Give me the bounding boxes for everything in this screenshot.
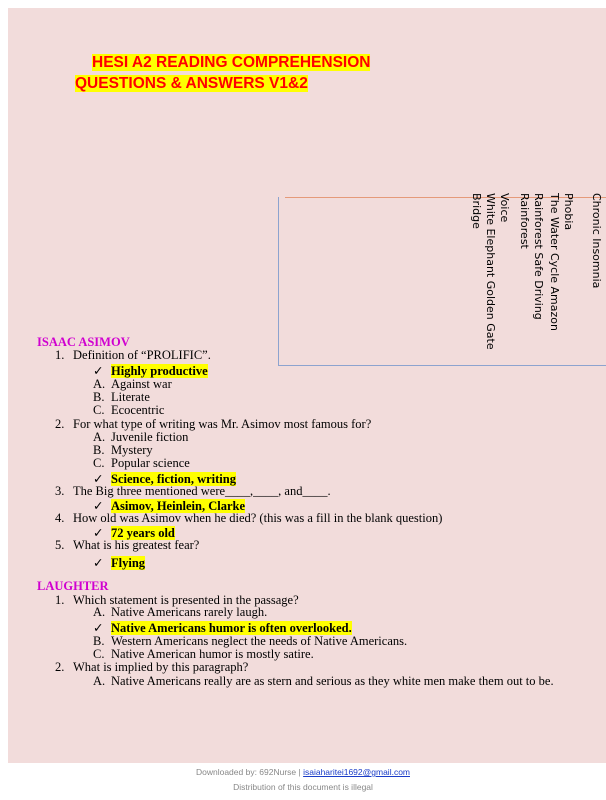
- option-text: Native American humor is mostly satire.: [111, 647, 314, 661]
- option-letter: C.: [93, 456, 105, 470]
- title-line-2: QUESTIONS & ANSWERS V1&2: [75, 75, 308, 92]
- option-text: Literate: [111, 390, 150, 404]
- option-letter: C.: [93, 647, 105, 661]
- answer: [93, 556, 145, 570]
- answer-text: Native Americans humor is often overlooked.: [111, 621, 352, 635]
- option-letter: C.: [93, 403, 105, 417]
- answer-text: Asimov, Heinlein, Clarke: [111, 499, 246, 513]
- option-text: Popular science: [111, 456, 190, 470]
- toc-entry: Chronic Insomnia: [590, 193, 603, 289]
- toc-entry: Rainforest: [518, 193, 531, 249]
- checkmark-icon: ✓: [93, 472, 104, 486]
- option-letter: A.: [93, 674, 106, 688]
- option-text: Western Americans neglect the needs of Native Americans.: [111, 634, 408, 648]
- checkmark-icon: ✓: [93, 526, 104, 540]
- question-text: What is implied by this paragraph?: [73, 660, 249, 674]
- answer-text: Highly productive: [111, 364, 208, 378]
- download-footer: [0, 767, 606, 777]
- option-text: Mystery: [111, 443, 153, 457]
- question-number: 3.: [55, 484, 65, 498]
- option-text: Native Americans rarely laugh.: [111, 605, 268, 619]
- question: [55, 348, 211, 362]
- option-text: Juvenile fiction: [111, 430, 189, 444]
- question: [55, 538, 199, 552]
- question: [55, 417, 371, 431]
- option-text: Native Americans really are as stern and serious as they white men make them out to be.: [111, 674, 554, 688]
- option: [93, 634, 407, 648]
- answer: [93, 621, 352, 635]
- question: [55, 511, 442, 525]
- question-number: 5.: [55, 538, 65, 552]
- question-number: 2.: [55, 417, 65, 431]
- toc-entry: The Water Cycle Amazon: [548, 193, 561, 331]
- question-text: For what type of writing was Mr. Asimov most famous for?: [73, 417, 372, 431]
- distribution-notice: Distribution of this document is illegal: [233, 782, 373, 792]
- document-title: [75, 52, 370, 94]
- question-text: How old was Asimov when he died? (this was a fill in the blank question): [73, 511, 443, 525]
- answer: [93, 364, 208, 378]
- question-number: 1.: [55, 348, 65, 362]
- option: [93, 605, 267, 619]
- question: [55, 484, 331, 498]
- option: [93, 674, 554, 688]
- toc-entry: Phobia: [562, 193, 575, 231]
- email-link[interactable]: isaiaharitei1692@gmail.com: [303, 767, 410, 777]
- section-heading-laughter: LAUGHTER: [37, 579, 109, 593]
- answer-text: 72 years old: [111, 526, 175, 540]
- option: [93, 403, 164, 417]
- option: [93, 377, 172, 391]
- toc-entry: Voice: [498, 193, 511, 223]
- checkmark-icon: ✓: [93, 621, 104, 635]
- question-number: 2.: [55, 660, 65, 674]
- option: [93, 443, 153, 457]
- option: [93, 647, 314, 661]
- toc-entry: Bridge: [470, 193, 483, 229]
- toc-entry: White Elephant Golden Gate: [484, 193, 497, 350]
- question-number: 4.: [55, 511, 65, 525]
- option-letter: A.: [93, 377, 106, 391]
- option: [93, 430, 188, 444]
- section-heading-asimov: ISAAC ASIMOV: [37, 335, 130, 349]
- downloaded-by-text: Downloaded by: 692Nurse |: [195, 767, 304, 777]
- title-line-1: HESI A2 READING COMPREHENSION: [92, 54, 371, 71]
- question-number: 1.: [55, 593, 65, 607]
- option-letter: B.: [93, 634, 105, 648]
- question: [55, 660, 248, 674]
- question-text: The Big three mentioned were____,____, and____.: [73, 484, 331, 498]
- toc-entry: Rainforest Safe Driving: [532, 193, 545, 320]
- option-text: Ecocentric: [111, 403, 165, 417]
- question-text: Definition of “PROLIFIC”.: [73, 348, 211, 362]
- answer-text: Flying: [111, 556, 146, 570]
- option-letter: A.: [93, 605, 106, 619]
- option-letter: B.: [93, 390, 105, 404]
- option: [93, 390, 150, 404]
- option-text: Against war: [111, 377, 172, 391]
- option: [93, 456, 190, 470]
- question-text: What is his greatest fear?: [73, 538, 200, 552]
- option-letter: B.: [93, 443, 105, 457]
- checkmark-icon: ✓: [93, 364, 104, 378]
- checkmark-icon: ✓: [93, 499, 104, 513]
- option-letter: A.: [93, 430, 106, 444]
- checkmark-icon: ✓: [93, 556, 104, 570]
- answer-text: Science, fiction, writing: [111, 472, 236, 486]
- question-text: Which statement is presented in the passage?: [73, 593, 299, 607]
